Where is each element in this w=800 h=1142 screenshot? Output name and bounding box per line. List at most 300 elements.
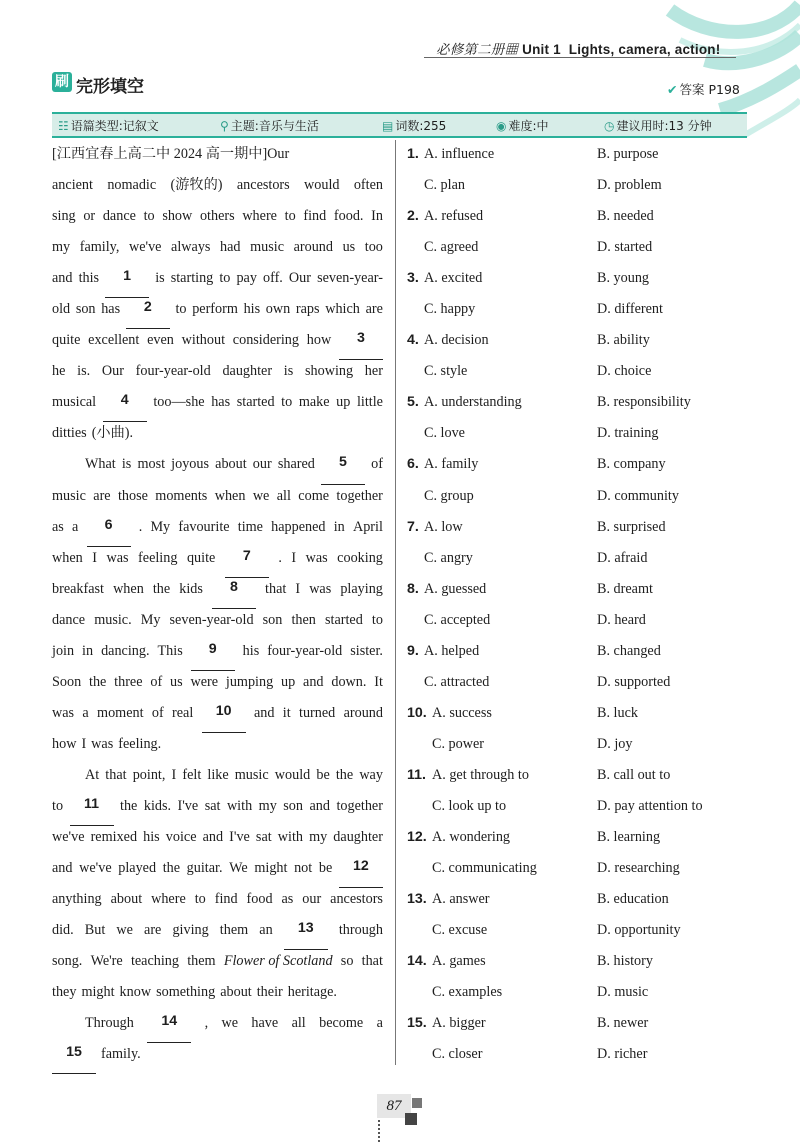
passage-line	[52, 143, 383, 174]
passage-word: to	[371, 611, 383, 628]
passage-word: of	[151, 704, 164, 721]
option-d[interactable]: D. music	[597, 984, 649, 1001]
passage-word: dancing.	[101, 642, 150, 659]
passage-word: dance	[102, 208, 136, 225]
passage-word: when	[113, 580, 144, 597]
option-a[interactable]: A. bigger	[432, 1015, 486, 1032]
passage-word: a	[376, 1015, 383, 1032]
option-d[interactable]: D. pay attention to	[597, 797, 703, 814]
passage-word: four-year-old	[135, 363, 211, 380]
passage-word: daughter	[333, 829, 383, 846]
passage-word: were	[190, 673, 219, 690]
option-a[interactable]: A. decision	[424, 332, 489, 349]
passage-word: they	[52, 984, 77, 1001]
question-4-row-ab	[407, 329, 747, 360]
passage-word: kids.	[143, 797, 172, 814]
passage-word: the	[335, 766, 354, 783]
option-d[interactable]: D. supported	[597, 673, 671, 690]
passage-line	[52, 671, 383, 702]
option-c[interactable]: C. attracted	[424, 673, 490, 690]
column-divider	[395, 140, 396, 1065]
passage-word: their	[256, 984, 283, 1001]
option-a[interactable]: A. low	[424, 518, 463, 535]
difficulty-item	[496, 117, 549, 134]
option-a[interactable]: A. helped	[424, 642, 480, 659]
passage-word: down.	[331, 673, 367, 690]
theme-item	[220, 117, 319, 134]
passage-word: and	[52, 270, 73, 287]
question-3-row-ab	[407, 267, 747, 298]
passage-word: raps	[295, 301, 320, 318]
passage-word: little	[356, 394, 383, 411]
option-b[interactable]: B. purpose	[597, 146, 659, 162]
passage-word: join	[52, 642, 75, 659]
option-d[interactable]: D. richer	[597, 1046, 648, 1063]
blank-12[interactable]: 12	[339, 857, 383, 888]
passage-word: giving	[172, 922, 209, 939]
passage-word: this	[78, 270, 100, 287]
passage-word: his	[243, 301, 261, 318]
option-d[interactable]: D. afraid	[597, 549, 648, 566]
question-4-row-cd	[407, 360, 747, 391]
option-c[interactable]: C. agreed	[424, 239, 479, 256]
passage-word: so	[340, 953, 354, 970]
passage-line	[52, 950, 383, 981]
blank-6[interactable]: 6	[87, 516, 131, 547]
option-b[interactable]: B. company	[597, 456, 666, 473]
passage-line	[52, 174, 383, 205]
option-c[interactable]: C. communicating	[432, 860, 537, 877]
passage-word: through	[338, 922, 383, 939]
option-b[interactable]: B. education	[597, 891, 669, 908]
passage-line	[52, 329, 383, 360]
passage-word: heritage.	[287, 984, 337, 1001]
passage-word: quite	[52, 332, 81, 349]
option-b[interactable]: B. history	[597, 953, 653, 970]
passage-word: son	[75, 301, 96, 318]
passage-word: was	[305, 549, 328, 566]
passage-word: most	[137, 456, 166, 473]
blank-7[interactable]: 7	[225, 547, 269, 578]
passage-word: we	[116, 922, 133, 939]
option-a[interactable]: A. excited	[424, 270, 483, 287]
option-a[interactable]: A. games	[432, 953, 486, 970]
passage-word: in	[82, 642, 94, 659]
passage-word: nomadic	[107, 177, 157, 194]
blank-1[interactable]: 1	[105, 267, 149, 298]
passage-word: would	[274, 766, 311, 783]
option-b[interactable]: B. surprised	[597, 518, 666, 535]
passage-word: his	[242, 642, 260, 659]
passage-word: that	[361, 953, 383, 970]
genre-item	[58, 117, 159, 134]
question-number: 3.	[407, 270, 419, 287]
passage-word: become	[319, 1015, 364, 1032]
passage-word: cooking	[337, 549, 383, 566]
passage-word: about	[215, 456, 247, 473]
option-c[interactable]: C. closer	[432, 1046, 483, 1063]
passage-word: them	[187, 953, 216, 970]
passage-word: food.	[333, 208, 364, 225]
passage-word: often	[353, 177, 383, 194]
passage-line	[52, 267, 383, 298]
passage-word: perform	[192, 301, 238, 318]
question-8-row-cd	[407, 609, 747, 640]
passage-word: kids	[179, 580, 203, 597]
passage-word: sat	[204, 797, 221, 814]
passage-line	[52, 609, 383, 640]
passage-word: shared	[277, 456, 315, 473]
passage-line	[52, 236, 383, 267]
question-6-row-ab	[407, 453, 747, 484]
passage-word: own	[265, 301, 291, 318]
passage-word: always	[171, 239, 211, 256]
passage-word: I've	[177, 797, 199, 814]
passage-word: make	[298, 394, 330, 411]
passage-word: without	[181, 332, 226, 349]
passage-line	[52, 453, 383, 484]
option-a[interactable]: A. influence	[424, 146, 495, 162]
option-a[interactable]: A. understanding	[424, 394, 522, 411]
passage-word: how	[52, 735, 77, 752]
passage-line	[52, 485, 383, 516]
question-13-row-ab	[407, 888, 747, 919]
genre-label: 语篇类型:记叙文	[70, 119, 159, 133]
question-number: 1.	[407, 146, 419, 162]
option-d[interactable]: D. heard	[597, 611, 646, 628]
passage-word: are	[365, 301, 383, 318]
passage-word: had	[220, 239, 241, 256]
blank-14[interactable]: 14	[147, 1012, 191, 1043]
option-a[interactable]: A. answer	[432, 891, 490, 908]
question-7-row-ab	[407, 516, 747, 547]
passage-word: happened	[271, 518, 326, 535]
passage-word: are	[93, 487, 111, 504]
passage-word: It	[374, 673, 383, 690]
question-7-row-cd	[407, 547, 747, 578]
passage-word: Our	[101, 363, 124, 380]
passage-line	[52, 640, 383, 671]
option-a[interactable]: A. wondering	[432, 829, 511, 846]
question-12-row-cd	[407, 857, 747, 888]
passage-line	[52, 578, 383, 609]
passage-word: is.	[77, 363, 91, 380]
question-number: 13.	[407, 891, 427, 908]
passage-word: seven-year-	[317, 270, 383, 287]
passage-word: family.	[101, 1046, 141, 1063]
passage-word: around	[293, 239, 333, 256]
passage-word: of	[150, 673, 163, 690]
passage-line	[52, 516, 383, 547]
passage-word: showing	[304, 363, 354, 380]
search-icon: ⚲	[220, 119, 229, 133]
passage-word: I	[92, 549, 97, 566]
unit-title: Lights, camera, action!	[568, 42, 721, 57]
passage-word: when	[52, 549, 83, 566]
blank-11[interactable]: 11	[70, 795, 114, 826]
difficulty-label: 难度:中	[508, 119, 549, 133]
passage-line	[52, 733, 383, 764]
option-c[interactable]: C. look up to	[432, 797, 507, 814]
question-number: 10.	[407, 704, 427, 721]
passage-word: about	[110, 891, 143, 908]
passage-line	[52, 919, 383, 950]
passage-word: Through	[85, 1015, 134, 1032]
passage-word: was	[106, 549, 129, 566]
option-c[interactable]: C. style	[424, 363, 468, 380]
blank-8[interactable]: 8	[212, 578, 256, 609]
passage-word: dance	[52, 611, 86, 628]
passage-word: them	[219, 922, 249, 939]
passage-word: together	[336, 487, 383, 504]
word-count-icon: ▤	[382, 119, 394, 133]
passage-word: What	[85, 456, 116, 473]
passage-word: around	[343, 704, 383, 721]
passage-word: son	[262, 611, 283, 628]
question-2-row-cd	[407, 236, 747, 267]
blank-15[interactable]: 15	[52, 1043, 96, 1074]
question-13-row-cd	[407, 919, 747, 950]
clock-icon: ◷	[604, 119, 615, 133]
passage-line	[52, 888, 383, 919]
option-b[interactable]: B. learning	[597, 829, 661, 846]
passage-word: how	[306, 332, 332, 349]
passage-word: musical	[52, 394, 97, 411]
question-number: 15.	[407, 1015, 427, 1032]
blank-3[interactable]: 3	[339, 329, 383, 360]
passage-word: anything	[52, 891, 102, 908]
blank-10[interactable]: 10	[202, 702, 246, 733]
question-5-row-ab	[407, 391, 747, 422]
passage-word: we	[221, 1015, 239, 1032]
passage-word: might	[254, 860, 288, 877]
option-c[interactable]: C. happy	[424, 301, 476, 318]
passage-word: as	[52, 518, 64, 535]
passage-word: not	[294, 860, 313, 877]
passage-word: seven-year-old	[169, 611, 254, 628]
passage-word: when	[214, 487, 246, 504]
passage-word: something	[156, 984, 216, 1001]
cloze-passage	[52, 143, 383, 1074]
option-a[interactable]: A. family	[424, 456, 479, 473]
option-d[interactable]: D. community	[597, 487, 679, 504]
option-d[interactable]: D. training	[597, 425, 659, 442]
option-a[interactable]: A. refused	[424, 208, 484, 225]
option-b[interactable]: B. luck	[597, 704, 638, 721]
question-number: 9.	[407, 642, 419, 659]
passage-word: then	[291, 611, 316, 628]
passage-word: and	[253, 704, 275, 721]
option-a[interactable]: A. get through to	[432, 766, 529, 783]
passage-word: we've	[79, 860, 112, 877]
blank-2[interactable]: 2	[126, 298, 170, 329]
passage-word: I	[81, 735, 87, 752]
passage-word: .	[278, 549, 282, 566]
passage-word: where	[151, 891, 186, 908]
passage-word: I	[295, 580, 301, 597]
blank-13[interactable]: 13	[284, 919, 328, 950]
passage-word: favourite	[178, 518, 230, 535]
passage-word: was	[309, 580, 332, 597]
question-11-row-ab	[407, 764, 747, 795]
passage-word: music	[250, 239, 284, 256]
book-icon: ☷	[58, 119, 69, 133]
passage-word: find	[303, 208, 327, 225]
question-10-row-ab	[407, 702, 747, 733]
passage-line	[52, 547, 383, 578]
passage-word: is	[121, 456, 132, 473]
passage-word: considering	[232, 332, 299, 349]
passage-word: four-year-old	[267, 642, 343, 659]
passage-word: daughter	[222, 363, 273, 380]
option-d[interactable]: D. joy	[597, 735, 633, 752]
passage-word: my	[309, 829, 328, 846]
passage-word: to	[281, 394, 293, 411]
option-b[interactable]: B. changed	[597, 642, 661, 659]
passage-word: our	[252, 456, 272, 473]
option-b[interactable]: B. dreamt	[597, 580, 653, 597]
passage-word: is	[283, 363, 294, 380]
question-8-row-ab	[407, 578, 747, 609]
passage-word: music	[234, 766, 269, 783]
passage-word: ditties	[52, 425, 87, 442]
option-b[interactable]: B. call out to	[597, 766, 671, 783]
question-6-row-cd	[407, 485, 747, 516]
passage-word: I	[171, 766, 177, 783]
passage-word: ,	[204, 1015, 209, 1032]
passage-word: has	[211, 394, 231, 411]
passage-word: an	[259, 922, 273, 939]
passage-word: voice	[165, 829, 197, 846]
theme-label: 主题:音乐与生活	[230, 119, 319, 133]
option-c[interactable]: C. examples	[432, 984, 503, 1001]
option-d[interactable]: D. choice	[597, 363, 652, 380]
passage-word: son	[283, 797, 303, 814]
option-b[interactable]: B. needed	[597, 208, 654, 225]
option-b[interactable]: B. young	[597, 270, 650, 287]
passage-word: ancestors	[236, 177, 290, 194]
question-14-row-ab	[407, 950, 747, 981]
passage-word: moments	[155, 487, 208, 504]
passage-word: joyous	[171, 456, 210, 473]
option-b[interactable]: B. ability	[597, 332, 650, 349]
passage-word: feeling	[138, 549, 178, 566]
option-d[interactable]: D. started	[597, 239, 653, 256]
passage-word: know	[119, 984, 152, 1001]
blank-9[interactable]: 9	[191, 640, 235, 671]
passage-line	[52, 702, 383, 733]
passage-word: too	[364, 239, 383, 256]
passage-line	[52, 360, 383, 391]
passage-word: us	[342, 239, 356, 256]
option-c[interactable]: C. accepted	[424, 611, 491, 628]
passage-word: This	[157, 642, 183, 659]
passage-word: started	[324, 611, 363, 628]
passage-word: teaching	[130, 953, 179, 970]
passage-word: us	[170, 673, 183, 690]
passage-word: But	[84, 922, 106, 939]
passage-word: started	[236, 394, 275, 411]
passage-word: real	[172, 704, 194, 721]
passage-word: sat	[255, 829, 272, 846]
passage-line	[52, 857, 383, 888]
passage-word: the	[152, 580, 171, 597]
blank-5[interactable]: 5	[321, 453, 365, 484]
passage-word: guitar.	[186, 860, 223, 877]
passage-word: ancestors	[330, 891, 383, 908]
question-number: 2.	[407, 208, 419, 225]
passage-word: turned	[299, 704, 336, 721]
question-9-row-cd	[407, 671, 747, 702]
question-number: 5.	[407, 394, 419, 411]
passage-word: he	[52, 363, 66, 380]
blank-4[interactable]: 4	[103, 391, 147, 422]
option-d[interactable]: D. opportunity	[597, 922, 681, 939]
passage-word: point,	[132, 766, 166, 783]
option-a[interactable]: A. success	[432, 704, 492, 721]
option-c[interactable]: C. group	[424, 487, 474, 504]
passage-word: remixed	[90, 829, 138, 846]
passage-line	[52, 298, 383, 329]
header-rule	[424, 57, 736, 58]
question-14-row-cd	[407, 981, 747, 1012]
passage-word: sing	[52, 208, 76, 225]
running-header	[436, 38, 720, 58]
passage-word: and	[309, 797, 330, 814]
question-11-row-cd	[407, 795, 747, 826]
passage-word: At	[85, 766, 100, 783]
question-2-row-ab	[407, 205, 747, 236]
check-icon: ✔	[667, 82, 678, 97]
passage-word: be	[318, 860, 333, 877]
passage-word: family,	[79, 239, 120, 256]
passage-line	[52, 422, 383, 453]
passage-word: music	[52, 487, 86, 504]
option-b[interactable]: B. responsibility	[597, 394, 691, 411]
option-c[interactable]: C. angry	[424, 549, 473, 566]
passage-word: In	[371, 208, 383, 225]
option-c[interactable]: C. excuse	[432, 922, 488, 939]
words-item	[382, 117, 446, 134]
passage-word: food	[246, 891, 273, 908]
passage-word: with	[277, 829, 303, 846]
passage-word: find	[214, 891, 238, 908]
passage-word: playing	[340, 580, 383, 597]
passage-word: her	[364, 363, 383, 380]
passage-word: I've	[229, 829, 250, 846]
option-c[interactable]: C. plan	[424, 177, 465, 194]
option-d[interactable]: D. researching	[597, 860, 680, 877]
passage-word: (小曲).	[91, 425, 134, 442]
passage-word: his	[143, 829, 160, 846]
option-b[interactable]: B. newer	[597, 1015, 649, 1032]
option-d[interactable]: D. problem	[597, 177, 662, 194]
passage-word: old	[52, 301, 71, 318]
passage-word: off.	[263, 270, 283, 287]
passage-word: and	[52, 860, 73, 877]
section-title: 完形填空	[76, 77, 144, 97]
passage-word: way	[359, 766, 383, 783]
option-c[interactable]: C. love	[424, 425, 465, 442]
passage-word: where	[242, 208, 277, 225]
passage-word: the	[120, 797, 138, 814]
page-decor-square	[405, 1113, 417, 1125]
option-c[interactable]: C. power	[432, 735, 485, 752]
passage-word: all	[291, 1015, 306, 1032]
option-d[interactable]: D. different	[597, 301, 663, 318]
option-a[interactable]: A. guessed	[424, 580, 487, 597]
passage-word: to	[284, 208, 296, 225]
